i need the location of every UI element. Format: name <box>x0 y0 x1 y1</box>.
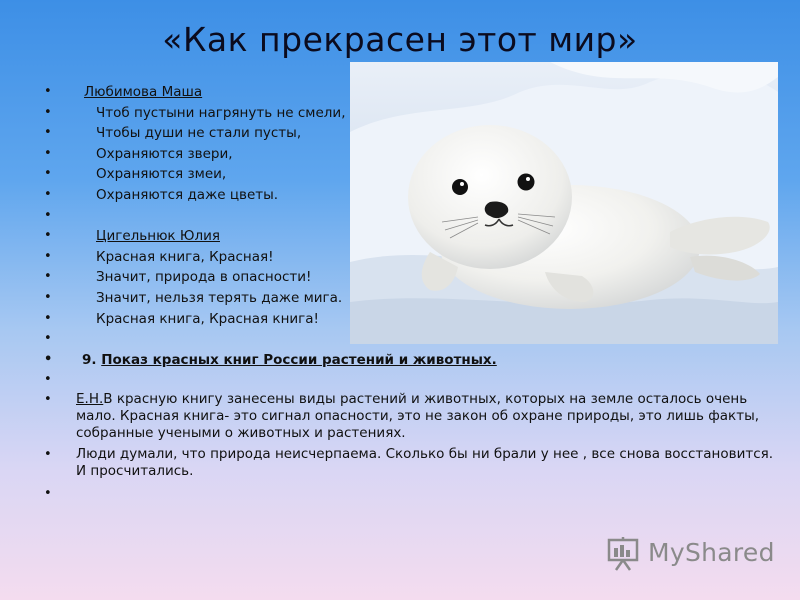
item-9 <box>44 350 784 371</box>
slide-bullets <box>44 82 784 505</box>
speech-paragraph-1 <box>44 391 784 442</box>
empty-bullet <box>44 206 784 227</box>
speaker-label: Е.Н. <box>76 390 104 407</box>
watermark-text: MyShared <box>648 538 775 567</box>
poem1-line: • Чтобы души не стали пусты, <box>44 123 784 144</box>
empty-bullet <box>44 484 784 505</box>
poem2-author-item <box>44 226 784 247</box>
empty-bullet <box>44 370 784 391</box>
poem2-line: • Значит, природа в опасности! <box>44 267 784 288</box>
poem2-author: Цигельнюк Юлия <box>96 228 220 245</box>
poem2-line: • Значит, нельзя терять даже мига. <box>44 288 784 309</box>
poem2-line: • Красная книга, Красная! <box>44 247 784 268</box>
poem1-line: • Охраняются даже цветы. <box>44 185 784 206</box>
poem2-line: • Красная книга, Красная книга! <box>44 309 784 330</box>
presentation-board-icon <box>606 536 646 572</box>
poem1-author: Любимова Маша <box>84 84 203 100</box>
poem1-line: • Охраняются звери, <box>44 144 784 165</box>
watermark-logo <box>606 536 775 572</box>
slide-title: «Как прекрасен этот мир» <box>162 20 638 59</box>
speech-text-2: Люди думали, что природа неисчерпаема. Сколько бы ни брали у нее , все снова восстановится. И просчитались. <box>76 445 774 479</box>
poem1-line: • Чтоб пустыни нагрянуть не смели, <box>44 103 784 124</box>
speech-text-1: В красную книгу занесены виды растений и животных, которых на земле осталось очень мало. Красная книга- это сигнал опасности, это не закон об охране природы, это лишь факты, собранные учеными о животных и растениях. <box>76 390 760 441</box>
poem1-line: • Охраняются змеи, <box>44 164 784 185</box>
empty-bullet <box>44 329 784 350</box>
speech-paragraph-2 <box>44 446 784 480</box>
item-9-text: Показ красных книг России растений и животных. <box>101 351 497 368</box>
item-9-number: 9. <box>82 351 97 368</box>
poem1-author-item <box>44 82 784 103</box>
